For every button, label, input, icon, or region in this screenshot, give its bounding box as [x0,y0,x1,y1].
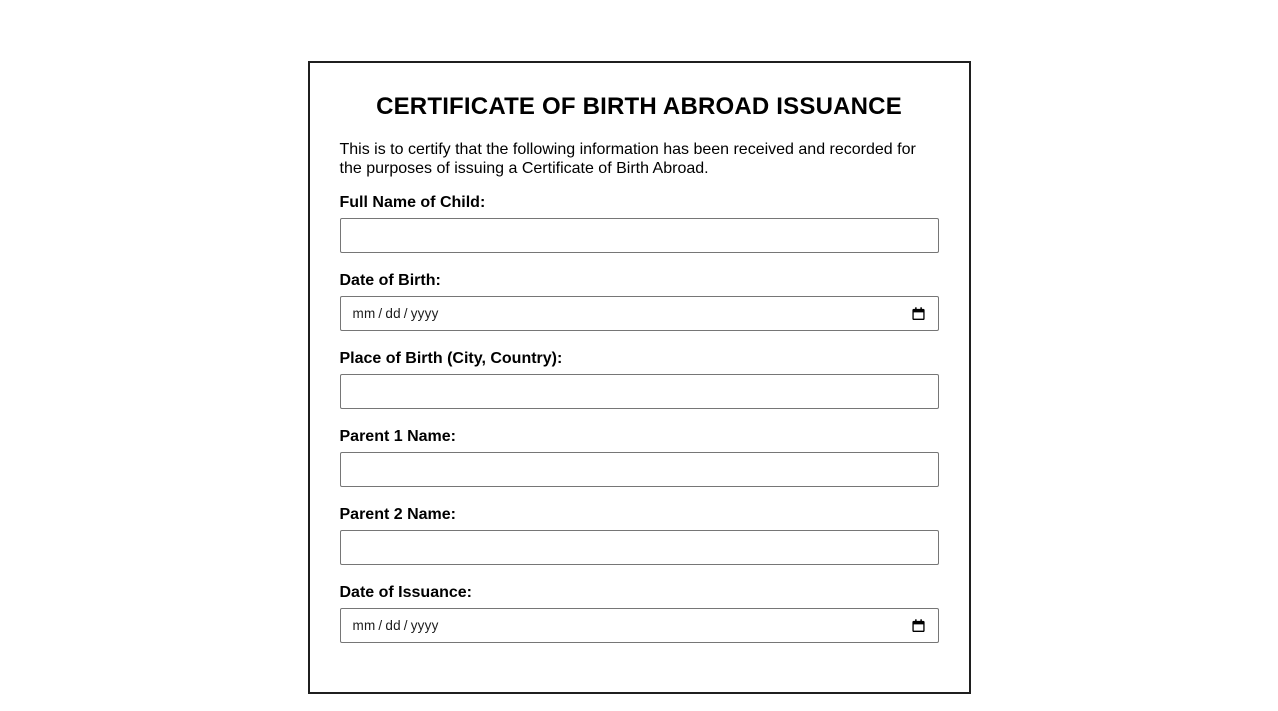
form-field-date-of-birth [340,272,939,331]
full-name-of-child-input[interactable] [340,218,939,253]
full-name-of-child-label: Full Name of Child: [339,194,486,212]
form-field-date-of-issuance [340,584,939,643]
parent-1-name-input[interactable] [340,452,939,487]
date-month-segment[interactable]: mm [352,618,376,634]
date-separator: / [378,618,383,634]
place-of-birth-input[interactable] [340,374,939,409]
form-field-full-name-of-child [340,194,939,253]
form-title: CERTIFICATE OF BIRTH ABROAD ISSUANCE [376,93,902,120]
form-field-parent-2-name [340,506,939,565]
calendar-icon[interactable] [911,306,926,321]
parent-1-name-label: Parent 1 Name: [339,428,456,446]
place-of-birth-label: Place of Birth (City, Country): [339,350,563,368]
date-month-segment[interactable]: mm [352,306,376,322]
date-of-issuance-label: Date of Issuance: [339,584,472,602]
date-of-issuance-input[interactable] [340,608,939,643]
date-day-segment[interactable]: dd [385,618,401,634]
date-of-birth-input[interactable] [340,296,939,331]
date-day-segment[interactable]: dd [385,306,401,322]
calendar-icon[interactable] [911,618,926,633]
date-separator: / [403,306,408,322]
parent-2-name-input[interactable] [340,530,939,565]
date-separator: / [403,618,408,634]
date-placeholder [353,306,439,321]
parent-2-name-label: Parent 2 Name: [339,506,456,524]
date-separator: / [378,306,383,322]
date-of-birth-label: Date of Birth: [339,272,441,290]
form-field-parent-1-name [340,428,939,487]
form-intro: This is to certify that the following information has been received and recorded for the purposes of issuing a Certificate of Birth Abroad. [339,141,916,177]
date-year-segment[interactable]: yyyy [410,618,439,634]
date-year-segment[interactable]: yyyy [410,306,439,322]
form-field-place-of-birth [340,350,939,409]
certificate-form [308,61,971,694]
date-placeholder [353,618,439,633]
